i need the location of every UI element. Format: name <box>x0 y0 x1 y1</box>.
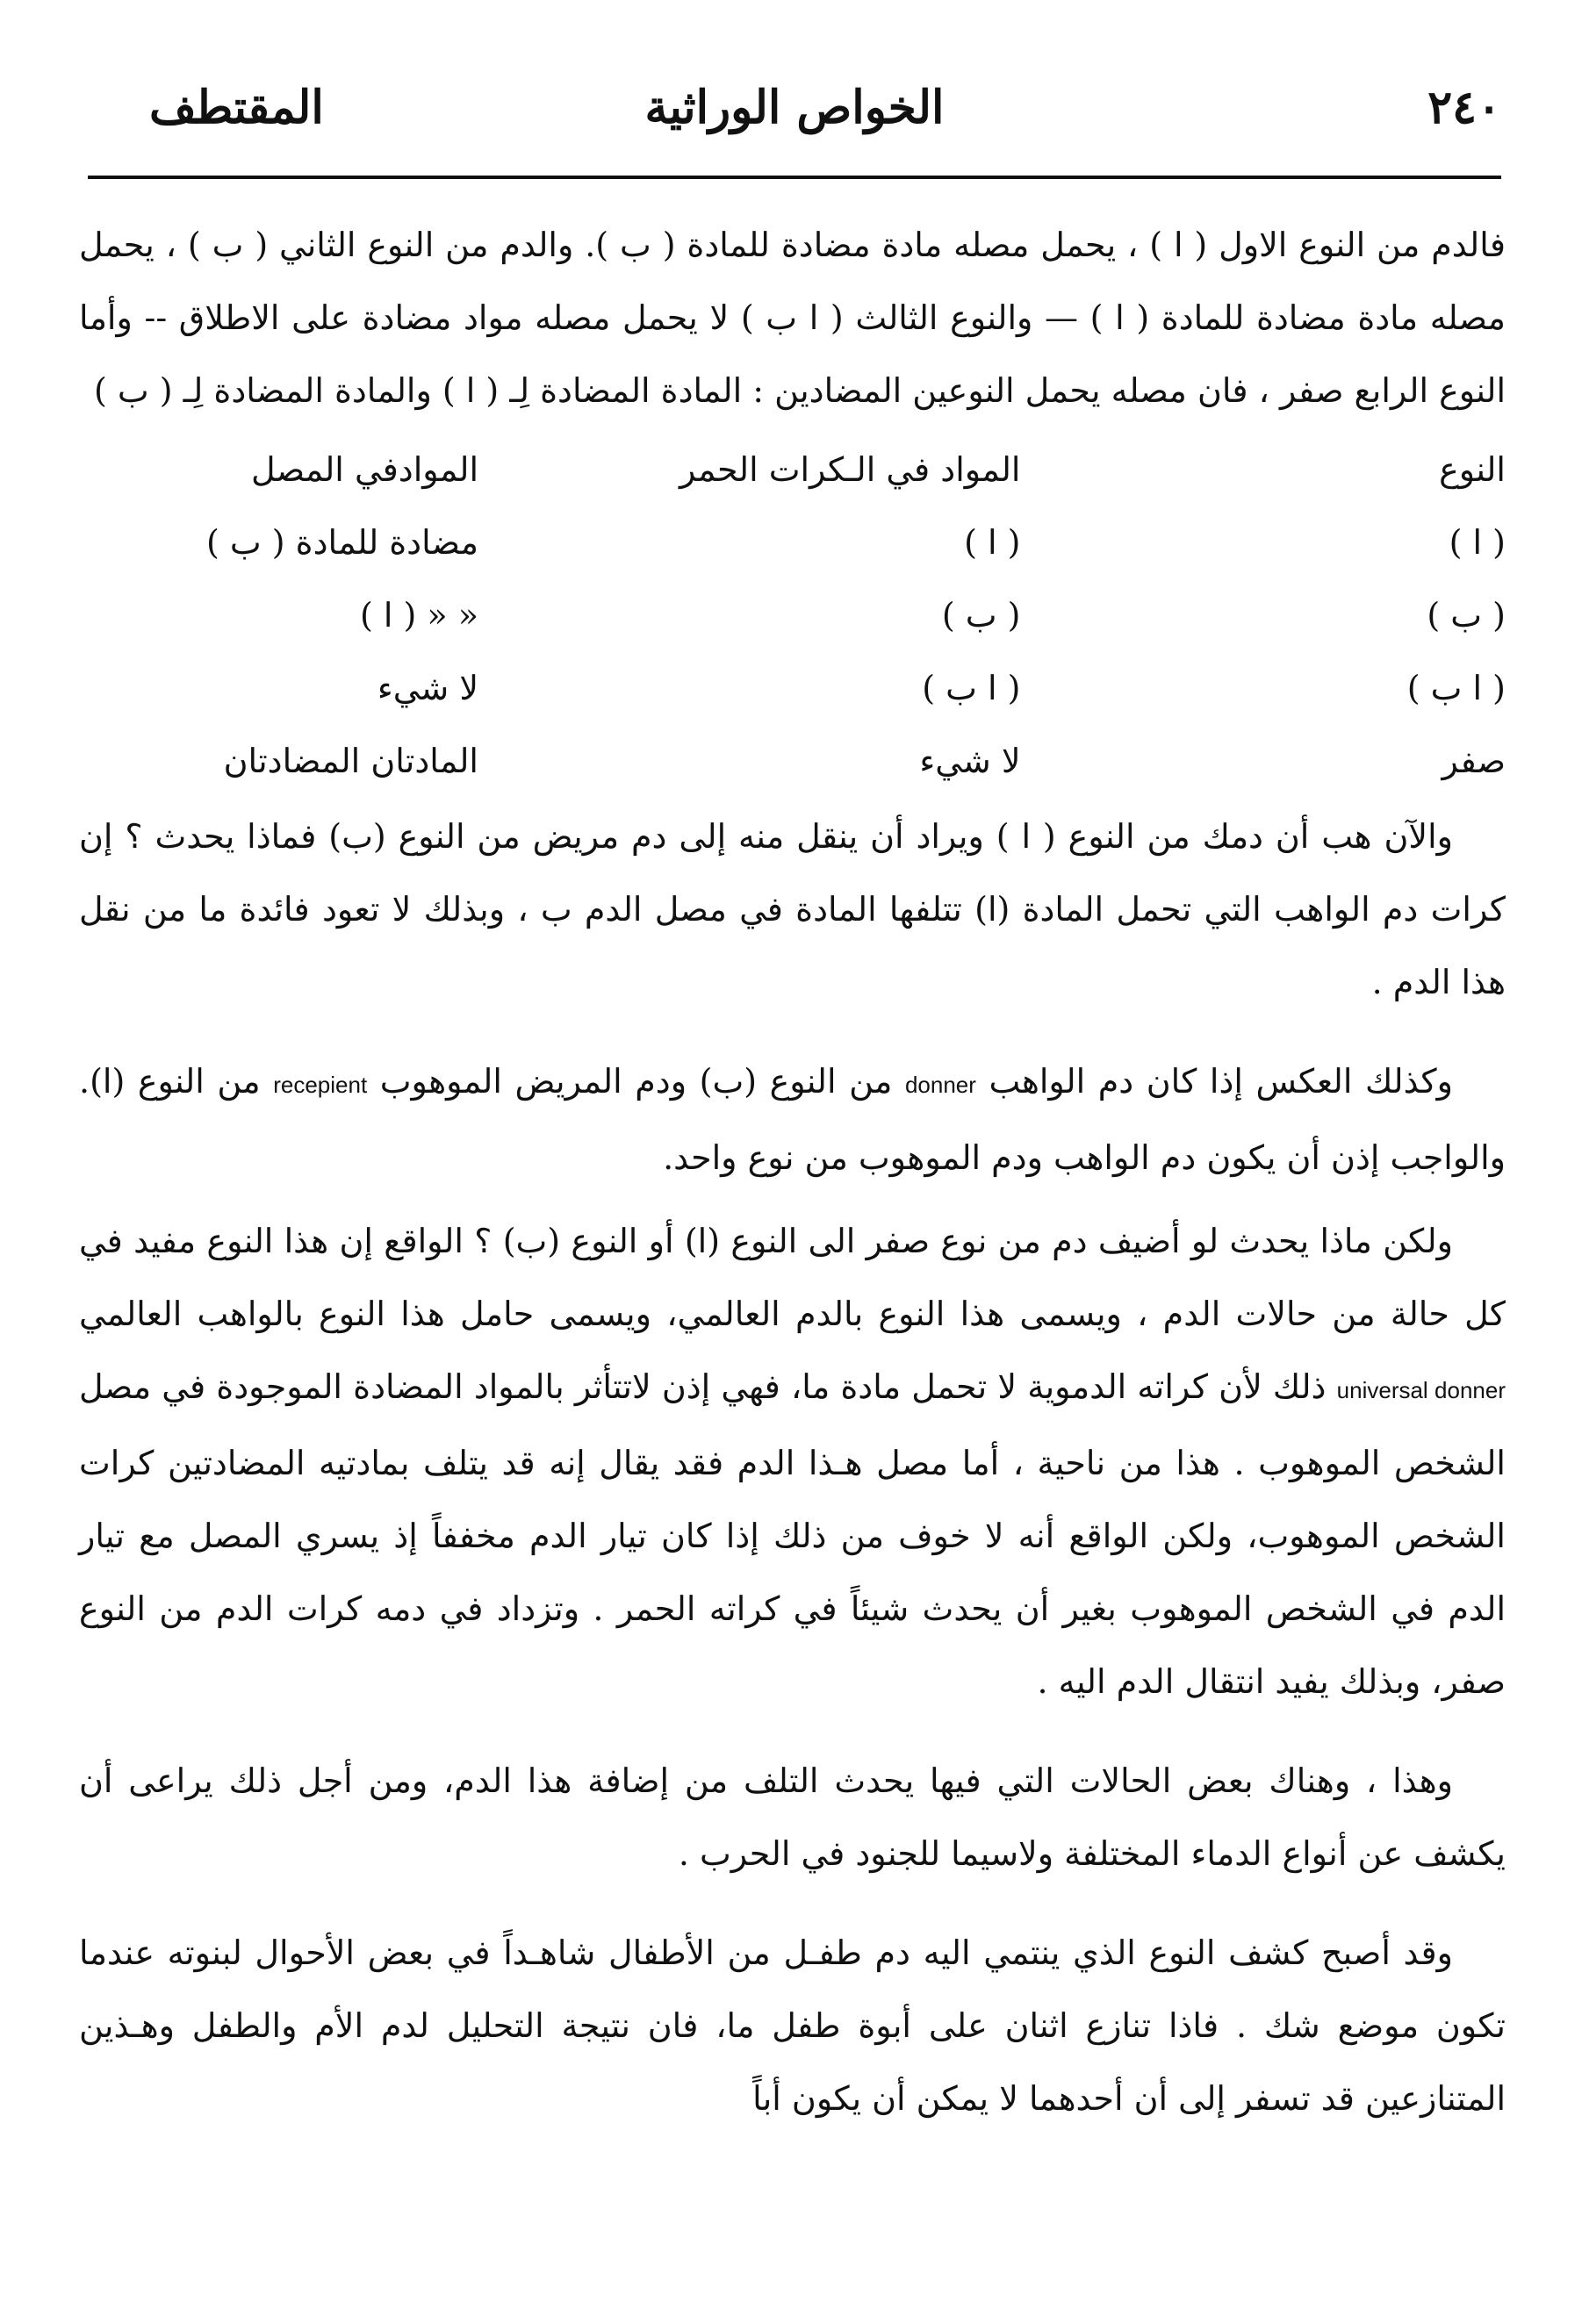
table-cell: المادتان المضادتان <box>223 741 478 780</box>
table-cell: صفر <box>1442 741 1506 780</box>
paragraph-text: ذلك لأن كراته الدموية لا تحمل مادة ما، فهي إذن لاتتأثر بالمواد المضادة الموجودة في مصل الشخص الموهوب . هذا من ناحية ، أما مصل هـذا الدم فقد يقال إنه قد يتلف بمادتيه المضادتين كرات الشخص الموهوب، ولكن الواقع أنه لا خوف من ذلك إذا كان تيار الدم مخففاً إذ يسري المصل مع تيار الدم في الشخص الموهوب بغير أن يحدث شيئاً في كراته الحمر . وتزداد في دمه كرات الدم من النوع صفر، وبذلك يفيد انتقال الدم اليه . <box>79 1367 1506 1701</box>
table-cell: لا شيء <box>377 668 478 707</box>
paragraph-exceptions: وهذا ، وهناك بعض الحالات التي فيها يحدث التلف من إضافة هذا الدم، ومن أجل ذلك يراعى أن يكشف عن أنواع الدماء المختلفة ولاسيما للجنود في الحرب . <box>79 1761 1506 1873</box>
table-cell: ( ب ) <box>941 595 1021 635</box>
page-header <box>88 81 1501 151</box>
article-body <box>79 209 1506 2135</box>
paragraph-text: من النوع (ا). والواجب إذن أن يكون دم الواهب ودم الموهوب من نوع واحد. <box>79 1062 1506 1177</box>
table-header-cells: المواد في الـكرات الحمر <box>679 449 1021 489</box>
table-row <box>79 506 1506 578</box>
table-cell: ( ا ) <box>964 522 1021 562</box>
paragraph-donor-recipient <box>79 1045 1506 1194</box>
table-header-serum: الموادفي المصل <box>251 449 478 489</box>
table-cell: ( ب ) <box>1427 595 1506 635</box>
paragraph-blood-types: فالدم من النوع الاول ( ا ) ، يحمل مصله مادة مضادة للمادة ( ب ). والدم من النوع الثاني ( ب ) ، يحمل مصله مادة مضادة للمادة ( ا ) — والنوع الثالث ( ا ب ) لا يحمل مصله مواد مضادة على الاطلاق -- وأما النوع الرابع صفر ، فان مصله يحمل النوعين المضادين : المادة المضادة لِـ ( ا ) والمادة المضادة لِـ ( ب ) <box>79 226 1506 410</box>
paragraph-transfusion-example: والآن هب أن دمك من النوع ( ا ) ويراد أن ينقل منه إلى دم مريض من النوع (ب) فماذا يحدث ؟ إن كرات دم الواهب التي تحمل المادة (ا) تتلفها المادة في مصل الدم ب ، وبذلك لا تعود فائدة ما من نقل هذا الدم . <box>79 817 1506 1001</box>
table-row <box>79 724 1506 797</box>
page-number: ٢٤٠ <box>1427 81 1501 134</box>
latin-term-recepient: recepient <box>273 1072 368 1098</box>
paragraph-paternity: وقد أصبح كشف النوع الذي ينتمي اليه دم طفـل من الأطفال شاهـداً في بعض الأحوال لبنوته عندما تكون موضع شك . فاذا تنازع اثنان على أبوة طفل ما، فان نتيجة التحليل لدم الأم والطفل وهـذين المتنازعين قد تسفر إلى أن أحدهما لا يمكن أن يكون أباً <box>79 1933 1506 2118</box>
header-rule <box>88 176 1501 179</box>
table-cell: لا شيء <box>919 741 1021 780</box>
table-cell: ( ا ب ) <box>1406 668 1506 707</box>
paragraph-universal-donor <box>79 1205 1506 1718</box>
paragraph-text: وكذلك العكس إذا كان دم الواهب <box>975 1062 1453 1101</box>
latin-term-donner: donner <box>904 1072 976 1098</box>
table-cell: « « ( ا ) <box>359 595 478 635</box>
paragraph-text: من النوع (ب) ودم المريض الموهوب <box>367 1062 905 1101</box>
table-cell: ( ا ) <box>1449 522 1506 562</box>
table-row <box>79 578 1506 651</box>
paragraph-text: ولكن ماذا يحدث لو أضيف دم من نوع صفر الى النوع (ا) أو النوع (ب) ؟ الواقع إن هذا النوع مفيد في كل حالة من حالات الدم ، ويسمى هذا النوع بالدم العالمي، ويسمى حامل هذا النوع بالواهب العالمي <box>79 1222 1506 1333</box>
running-title: الخواص الوراثية <box>644 81 945 134</box>
table-header-type: النوع <box>1439 449 1506 489</box>
table-row <box>79 651 1506 724</box>
table-cell: مضادة للمادة ( ب ) <box>206 522 478 562</box>
latin-term-universal-donner: universal donner <box>1336 1377 1506 1403</box>
table-cell: ( ا ب ) <box>922 668 1021 707</box>
table-header-row <box>79 433 1506 506</box>
blood-type-table <box>79 433 1506 797</box>
journal-name: المقتطف <box>149 81 324 134</box>
